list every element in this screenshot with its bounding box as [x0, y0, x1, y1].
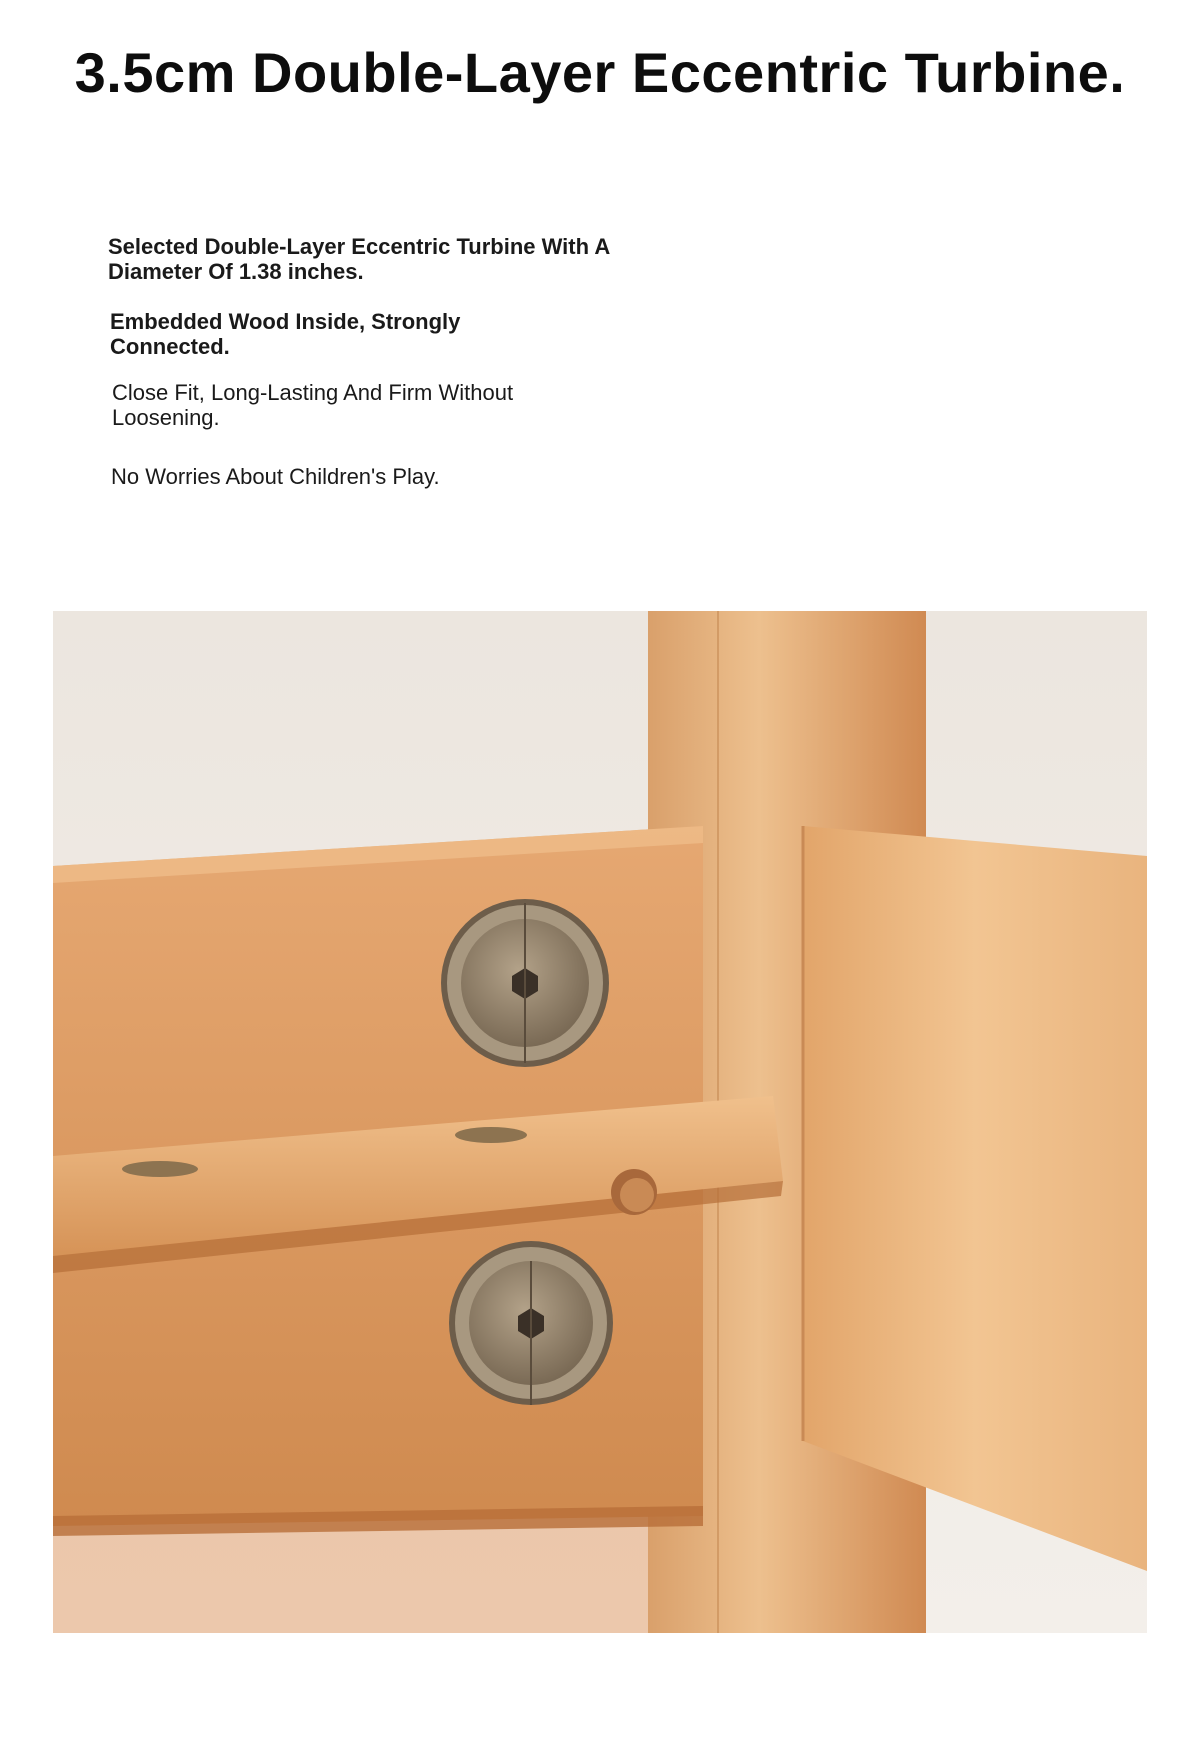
feature-text-children-play: No Worries About Children's Play.	[111, 464, 440, 489]
eccentric-turbine-upper	[441, 899, 609, 1067]
feature-text-embedded-wood: Embedded Wood Inside, Strongly Connected.	[110, 309, 461, 359]
eccentric-turbine-lower	[449, 1241, 613, 1405]
wooden-joint-illustration	[53, 611, 1147, 1633]
feature-text-close-fit: Close Fit, Long-Lasting And Firm Without Loosening.	[112, 380, 514, 430]
screw-hole-middle	[455, 1127, 527, 1143]
side-panel-right	[803, 826, 1147, 1571]
screw-hole-left	[122, 1161, 198, 1177]
feature-text-diameter: Selected Double-Layer Eccentric Turbine With A Diameter Of 1.38 inches.	[108, 234, 610, 284]
product-photo-turbine-joint	[53, 611, 1147, 1633]
page-title: 3.5cm Double-Layer Eccentric Turbine.	[74, 41, 1126, 104]
